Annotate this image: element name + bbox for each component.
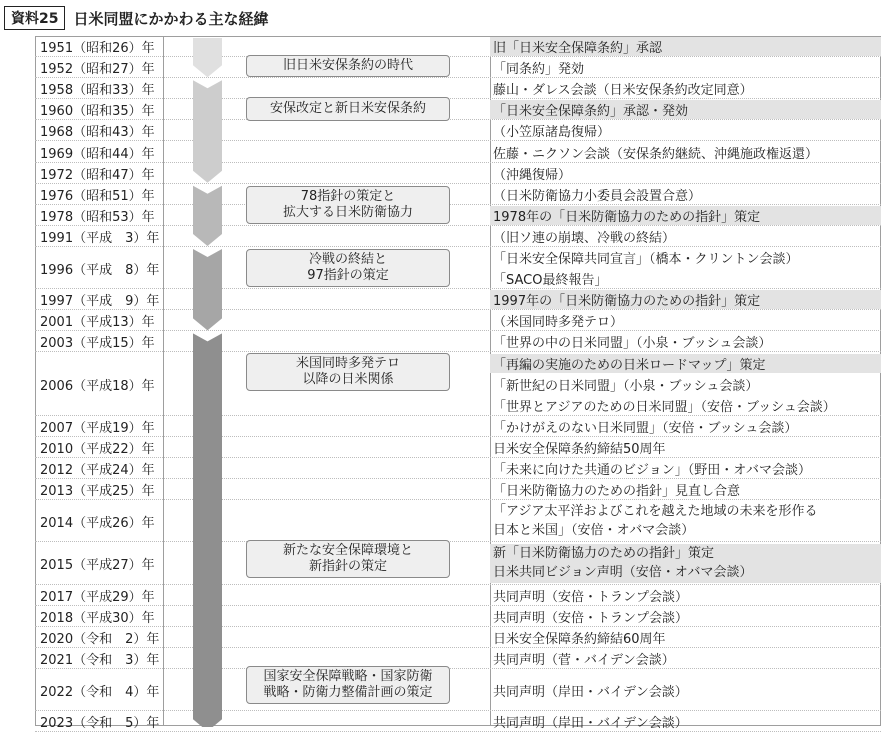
event-text: 「未来に向けた共通のビジョン」（野田・オバマ会談） — [493, 463, 811, 479]
year-cell: 1952（昭和27）年 — [40, 62, 155, 78]
document-title: 日米同盟にかかわる主な経緯 — [73, 9, 269, 28]
event-text: 共同声明（安倍・トランプ会談） — [493, 589, 689, 605]
year-cell: 2007（平成19）年 — [40, 420, 155, 436]
year-cell: 1972（昭和47）年 — [40, 167, 155, 183]
era-arrow — [193, 38, 222, 77]
year-cell: 1997（平成 9）年 — [40, 294, 160, 310]
era-label-box: 新たな安全保障環境と 新指針の策定 — [246, 540, 450, 578]
event-text: 「世界とアジアのための日米同盟」（安倍・ブッシュ会談） — [493, 399, 836, 415]
year-cell: 2020（令和 2）年 — [40, 631, 160, 647]
event-text: 「同条約」発効 — [493, 62, 585, 78]
year-cell: 1951（昭和26）年 — [40, 41, 155, 57]
era-arrow — [193, 333, 222, 727]
era-label-box: 国家安全保障戦略・国家防衛 戦略・防衛力整備計画の策定 — [246, 666, 450, 704]
era-label-box: 旧日米安保条約の時代 — [246, 55, 450, 77]
era-label-box: 78指針の策定と 拡大する日米防衛協力 — [246, 186, 450, 224]
event-text: 新「日米防衛協力のための指針」策定 日米共同ビジョン声明（安倍・オバマ会談） — [490, 544, 881, 582]
era-arrow — [193, 186, 222, 246]
event-text: （日米防衛協力小委員会設置合意） — [493, 188, 702, 204]
event-text: 日米安全保障条約締結60周年 — [493, 631, 666, 647]
event-text: 佐藤・ニクソン会談（安保条約継続、沖縄施政権返還） — [493, 146, 819, 162]
year-cell: 1991（平成 3）年 — [40, 230, 160, 246]
year-cell: 1976（昭和51）年 — [40, 188, 155, 204]
event-text: 1978年の「日米防衛協力のための指針」策定 — [490, 206, 881, 225]
year-cell: 2001（平成13）年 — [40, 315, 155, 331]
year-cell: 2017（平成29）年 — [40, 589, 155, 605]
year-cell: 2021（令和 3）年 — [40, 652, 160, 668]
event-text: 共同声明（安倍・トランプ会談） — [493, 610, 689, 626]
event-text: （沖縄復帰） — [493, 167, 572, 183]
event-text: 「日米安全保障条約」承認・発効 — [490, 100, 881, 119]
year-cell: 1996（平成 8）年 — [40, 262, 160, 278]
event-text: 「かけがえのない日米同盟」（安倍・ブッシュ会談） — [493, 420, 798, 436]
year-cell: 2013（平成25）年 — [40, 484, 155, 500]
year-cell: 2014（平成26）年 — [40, 515, 155, 531]
year-cell: 1968（昭和43）年 — [40, 125, 155, 141]
event-text: 共同声明（岸田・バイデン会談） — [493, 684, 688, 700]
era-label-box: 安保改定と新日米安保条約 — [246, 97, 450, 121]
era-label-box: 冷戦の終結と 97指針の策定 — [246, 249, 450, 287]
event-text: 共同声明（岸田・バイデン会談） — [493, 716, 688, 732]
year-cell: 2018（平成30）年 — [40, 610, 155, 626]
era-arrow — [193, 80, 222, 183]
year-cell: 1958（昭和33）年 — [40, 83, 155, 99]
event-text: （旧ソ連の崩壊、冷戦の終結） — [493, 230, 676, 246]
era-arrow — [193, 249, 222, 330]
year-cell: 2010（平成22）年 — [40, 441, 155, 457]
event-text: 「再編の実施のための日米ロードマップ」策定 — [490, 354, 881, 373]
event-text: （米国同時多発テロ） — [493, 315, 624, 331]
event-text: 「世界の中の日米同盟」（小泉・ブッシュ会談） — [493, 336, 772, 352]
year-cell: 2015（平成27）年 — [40, 557, 155, 573]
event-text: 「日米防衛協力のための指針」見直し合意 — [493, 484, 741, 500]
year-cell: 2022（令和 4）年 — [40, 684, 160, 700]
year-cell: 1978（昭和53）年 — [40, 209, 155, 225]
event-text: 「アジア太平洋およびこれを越えた地域の未来を形作る 日本と米国」（安倍・オバマ会談） — [493, 504, 818, 539]
event-text: 「新世紀の日米同盟」（小泉・ブッシュ会談） — [493, 378, 759, 394]
event-text: 1997年の「日米防衛協力のための指針」策定 — [490, 290, 881, 309]
event-text: 藤山・ダレス会談（日米安保条約改定同意） — [493, 83, 753, 99]
event-text: 「日米安全保障共同宣言」（橋本・クリントン会談） — [493, 252, 799, 268]
event-text: 日米安全保障条約締結50周年 — [493, 441, 666, 457]
year-cell: 2006（平成18）年 — [40, 378, 155, 394]
document-label: 資料25 — [4, 6, 65, 30]
year-cell: 1960（昭和35）年 — [40, 104, 155, 120]
year-cell: 2003（平成15）年 — [40, 336, 155, 352]
year-cell: 1969（昭和44）年 — [40, 146, 155, 162]
event-text: 共同声明（菅・バイデン会談） — [493, 652, 675, 668]
event-text: 「SACO最終報告」 — [493, 273, 608, 289]
era-label-box: 米国同時多発テロ 以降の日米関係 — [246, 353, 450, 391]
year-cell: 2023（令和 5）年 — [40, 716, 160, 732]
event-text: （小笠原諸島復帰） — [493, 125, 611, 141]
year-cell: 2012（平成24）年 — [40, 463, 155, 479]
event-text: 旧「日米安全保障条約」承認 — [490, 37, 881, 56]
